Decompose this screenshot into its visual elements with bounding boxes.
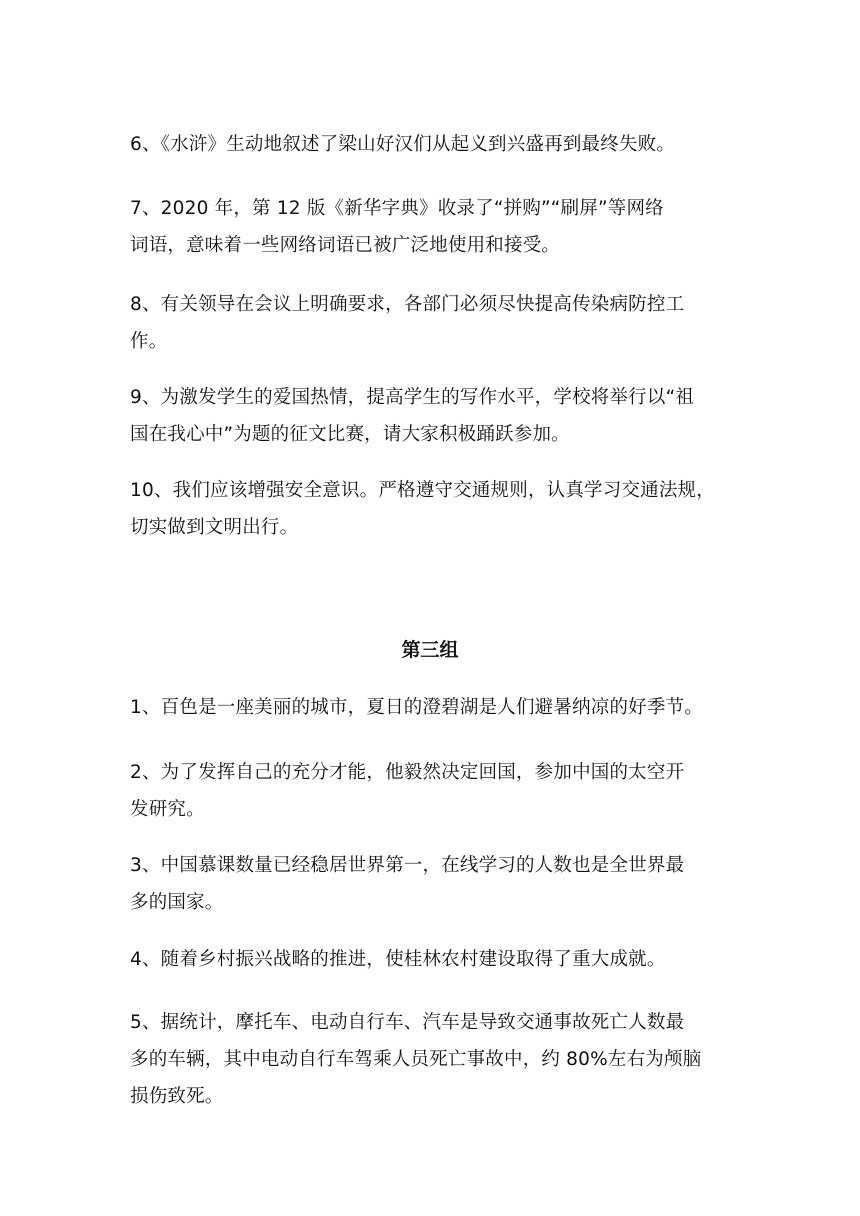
item-8-line-1: 8、有关领导在会议上明确要求，各部门必须尽快提高传染病防控工	[130, 294, 685, 315]
item-9-line-1: 9、为激发学生的爱国热情，提高学生的写作水平，学校将举行以“祖	[130, 387, 695, 408]
item-8	[130, 286, 730, 360]
group3-item-1-line-1: 1、百色是一座美丽的城市，夏日的澄碧湖是人们避暑纳凉的好季节。	[130, 697, 703, 718]
item-10-line-1: 10、我们应该增强安全意识。严格遵守交通规则，认真学习交通法规，	[130, 480, 715, 501]
item-9-line-2: 国在我心中”为题的征文比赛，请大家积极踊跃参加。	[130, 424, 570, 445]
item-6-line-1: 6、《水浒》生动地叙述了梁山好汉们从起义到兴盛再到最终失败。	[130, 134, 676, 155]
group3-item-5-line-3: 损伤致死。	[130, 1086, 224, 1107]
group3-item-4	[130, 941, 730, 978]
group3-item-3-line-2: 多的国家。	[130, 892, 224, 913]
item-10-line-2: 切实做到文明出行。	[130, 517, 299, 538]
group3-item-2-line-2: 发研究。	[130, 799, 205, 820]
group3-item-1	[130, 689, 730, 726]
group3-item-5-line-2: 多的车辆，其中电动自行车驾乘人员死亡事故中，约 80%左右为颅脑	[130, 1049, 702, 1070]
item-6	[130, 126, 730, 163]
item-7	[130, 190, 730, 264]
item-9	[130, 379, 730, 453]
item-7-line-1: 7、2020 年，第 12 版《新华字典》收录了“拼购”“刷屏”等网络	[130, 198, 664, 219]
group3-item-3	[130, 847, 730, 921]
group3-item-3-line-1: 3、中国慕课数量已经稳居世界第一，在线学习的人数也是全世界最	[130, 855, 685, 876]
item-7-line-2: 词语，意味着一些网络词语已被广泛地使用和接受。	[130, 235, 561, 256]
item-10	[130, 472, 730, 546]
group3-item-2-line-1: 2、为了发挥自己的充分才能，他毅然决定回国，参加中国的太空开	[130, 762, 685, 783]
section-heading: 第三组	[401, 639, 459, 661]
item-8-line-2: 作。	[130, 331, 168, 352]
group3-item-5	[130, 1004, 730, 1115]
group3-item-5-line-1: 5、据统计，摩托车、电动自行车、汽车是导致交通事故死亡人数最	[130, 1012, 685, 1033]
group3-item-4-line-1: 4、随着乡村振兴战略的推进，使桂林农村建设取得了重大成就。	[130, 949, 666, 970]
group3-item-2	[130, 754, 730, 828]
